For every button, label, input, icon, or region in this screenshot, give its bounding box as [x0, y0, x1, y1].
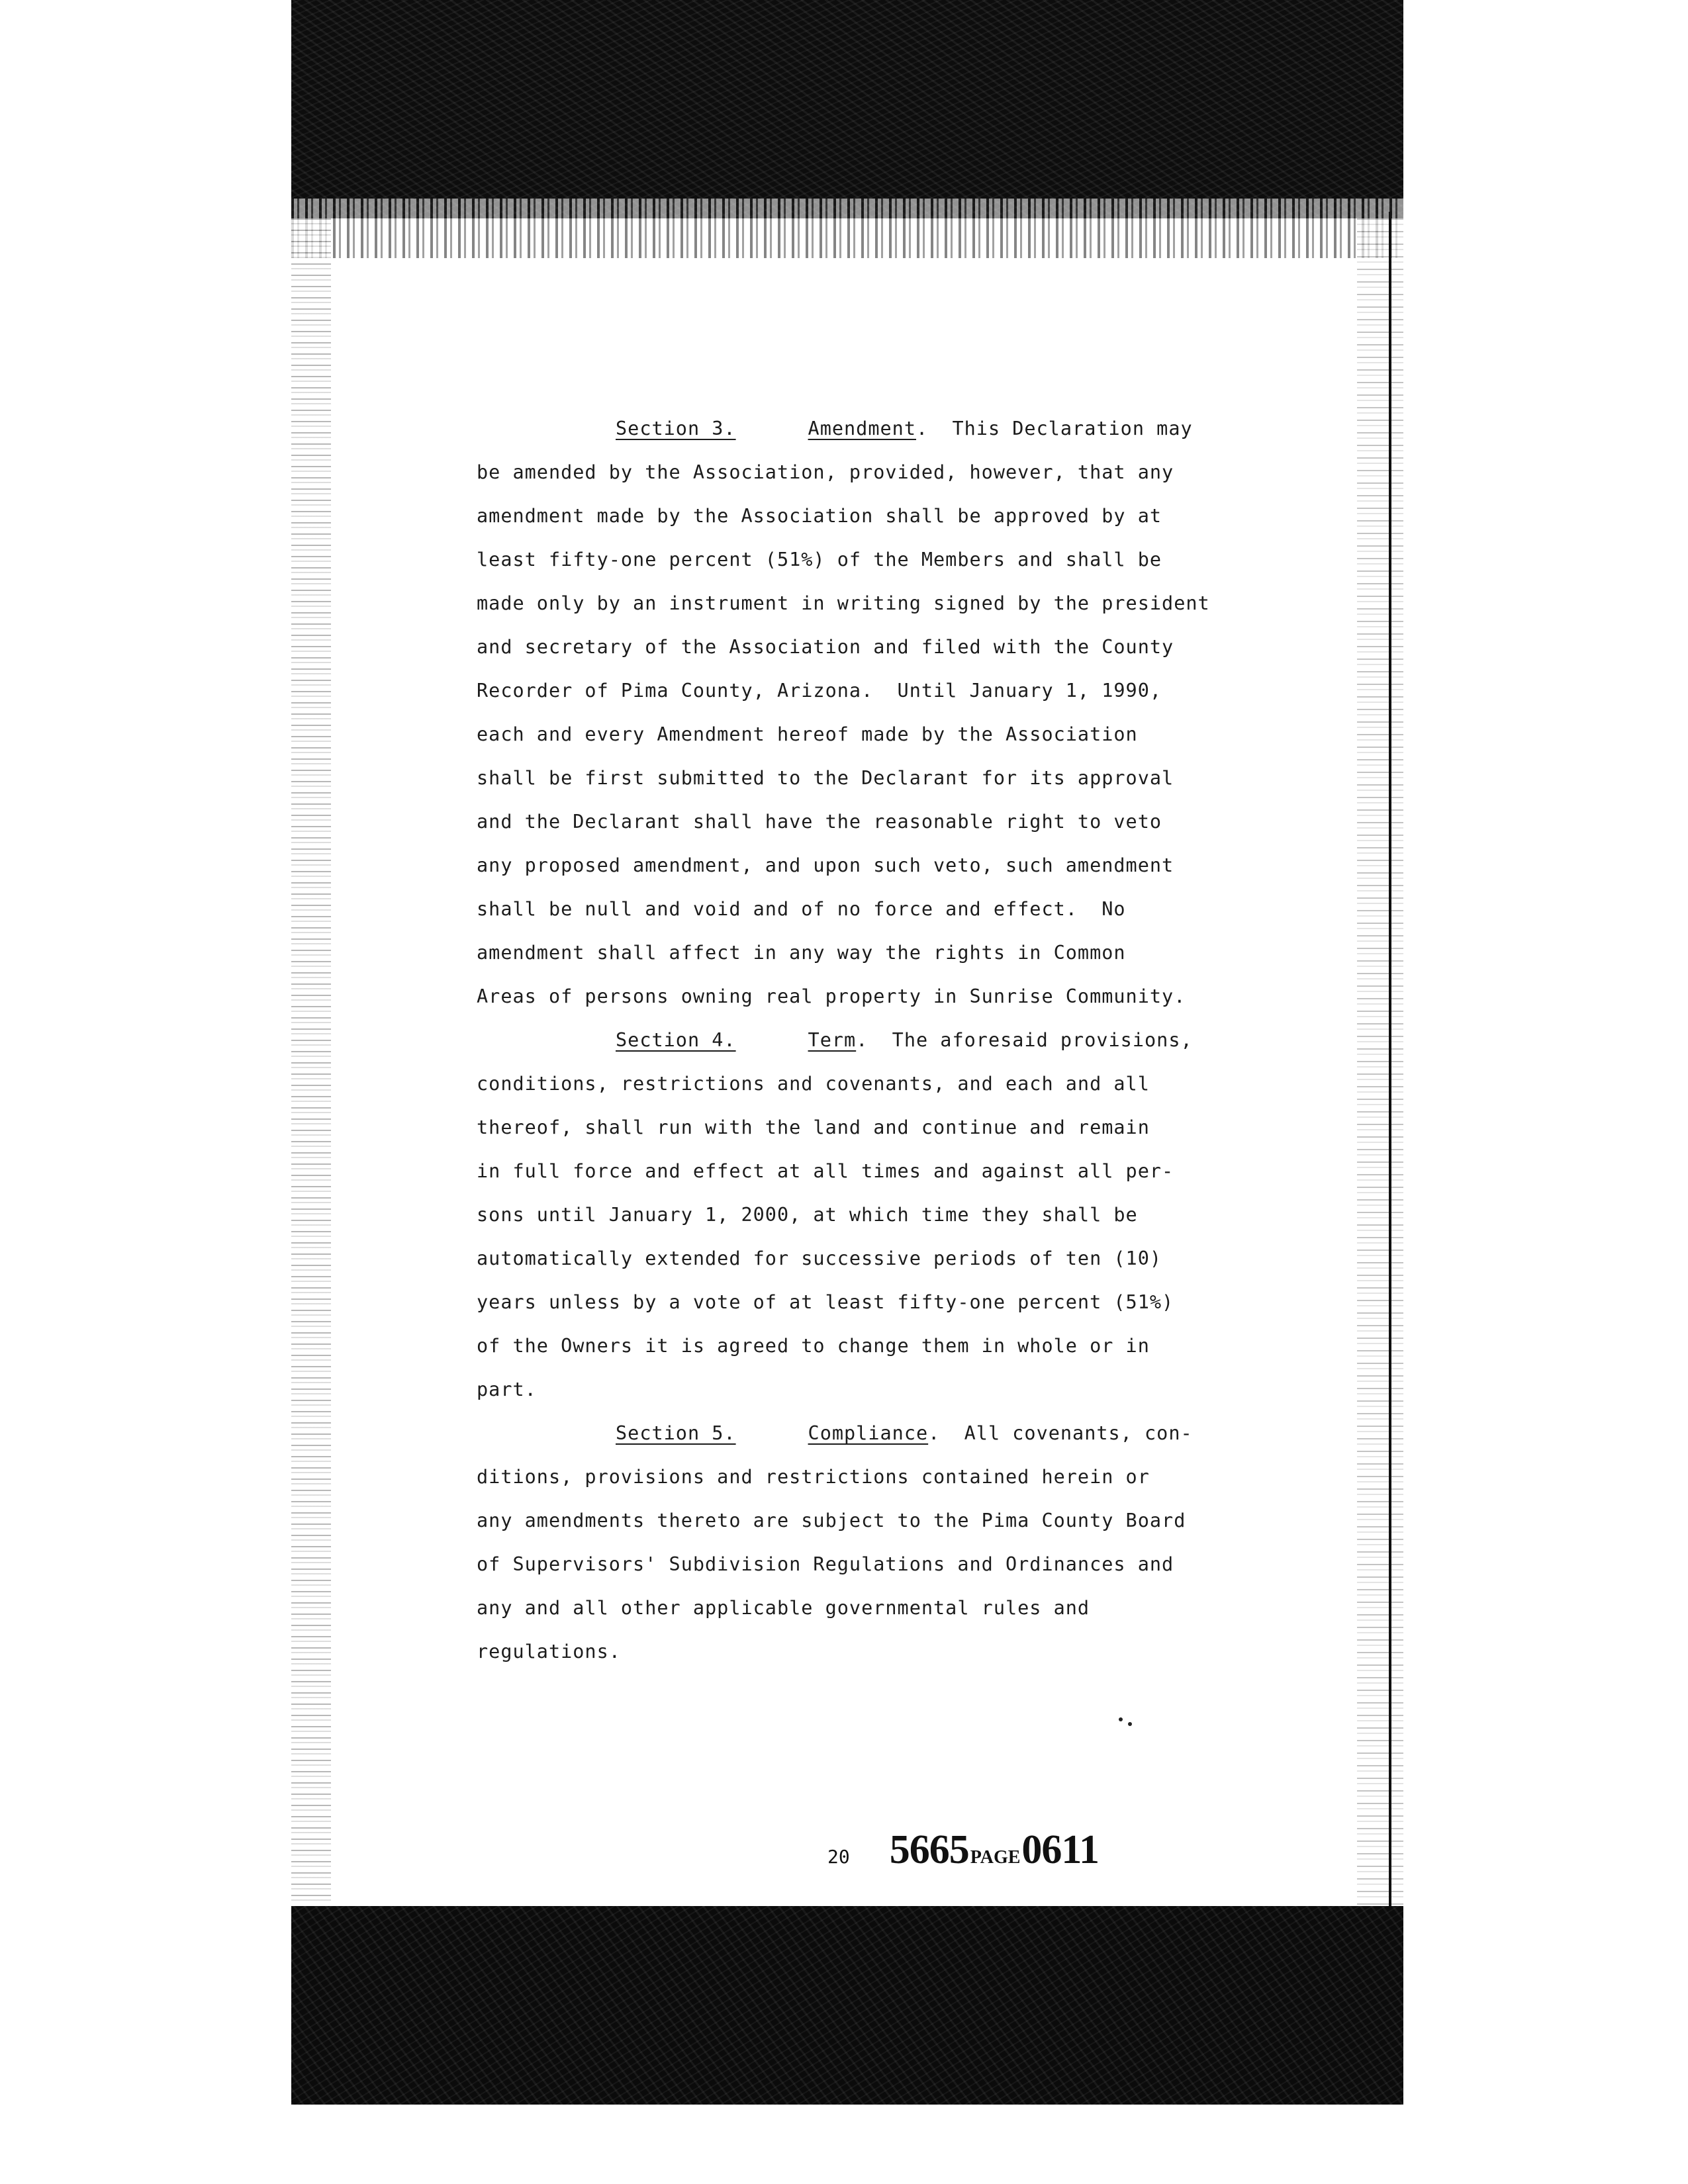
text-line: Recorder of Pima County, Arizona. Until January 1, 1990, [477, 680, 1162, 702]
text-line: and secretary of the Association and filed with the County [477, 636, 1174, 658]
text-line: thereof, shall run with the land and continue and remain [477, 1116, 1150, 1138]
text-line: This Declaration may [952, 418, 1193, 439]
text-line: sons until January 1, 2000, at which time they shall be [477, 1204, 1138, 1226]
section-5-title: Compliance [808, 1422, 929, 1444]
speck [1119, 1717, 1123, 1721]
section-3-heading-line: Section 3. Amendment. This Declaration may [616, 418, 1193, 439]
text-line: any proposed amendment, and upon such veto, such amendment [477, 854, 1174, 876]
text-line: any and all other applicable governmental rules and [477, 1597, 1090, 1619]
page-number: 20 [827, 1846, 850, 1868]
page-edge-line [1389, 212, 1391, 1906]
section-4-label: Section 4. [616, 1029, 736, 1051]
text-line: made only by an instrument in writing signed by the president [477, 592, 1210, 614]
section-3-title: Amendment [808, 418, 916, 439]
text-line: The aforesaid provisions, [892, 1029, 1193, 1051]
page-footer [827, 1827, 1099, 1873]
text-line: be amended by the Association, provided, however, that any [477, 461, 1174, 483]
text-line: amendment made by the Association shall be approved by at [477, 505, 1162, 527]
text-line: automatically extended for successive periods of ten (10) [477, 1248, 1162, 1269]
text-line: years unless by a vote of at least fifty-one percent (51%) [477, 1291, 1174, 1313]
text-line: any amendments thereto are subject to the Pima County Board [477, 1510, 1186, 1531]
text-line: of the Owners it is agreed to change them in whole or in [477, 1335, 1150, 1357]
speck [1128, 1722, 1132, 1726]
section-4-heading-line: Section 4. Term. The aforesaid provisions, [616, 1029, 1193, 1051]
recorder-page-number: 0611 [1021, 1827, 1100, 1872]
text-line: Areas of persons owning real property in Sunrise Community. [477, 985, 1186, 1007]
text-line: of Supervisors' Subdivision Regulations and Ordinances and [477, 1553, 1174, 1575]
section-5-heading-line: Section 5. Compliance. All covenants, con- [616, 1422, 1193, 1444]
text-line: amendment shall affect in any way the rights in Common [477, 942, 1126, 964]
scan-shadow-top [291, 0, 1403, 218]
text-line: All covenants, con- [964, 1422, 1193, 1444]
section-5-label: Section 5. [616, 1422, 736, 1444]
scan-shadow-bottom [291, 1906, 1403, 2105]
text-line: in full force and effect at all times and against all per- [477, 1160, 1174, 1182]
text-line: each and every Amendment hereof made by the Association [477, 723, 1138, 745]
text-line: and the Declarant shall have the reasonable right to veto [477, 811, 1162, 833]
scan-noise-right [1357, 218, 1403, 1906]
text-line: shall be first submitted to the Declarant for its approval [477, 767, 1174, 789]
scan-noise-top [291, 199, 1403, 258]
text-line: part. [477, 1379, 537, 1400]
document-body [477, 407, 1297, 1674]
text-line: conditions, restrictions and covenants, and each and all [477, 1073, 1150, 1095]
section-3-label: Section 3. [616, 418, 736, 439]
text-line: ditions, provisions and restrictions contained herein or [477, 1466, 1150, 1488]
page-label: PAGE [970, 1847, 1021, 1868]
text-line: least fifty-one percent (51%) of the Members and shall be [477, 549, 1162, 570]
book-number: 5665 [889, 1827, 969, 1872]
text-line: shall be null and void and of no force and effect. No [477, 898, 1126, 920]
section-4-title: Term [808, 1029, 857, 1051]
text-line: regulations. [477, 1641, 621, 1662]
scan-noise-left [291, 218, 331, 1906]
